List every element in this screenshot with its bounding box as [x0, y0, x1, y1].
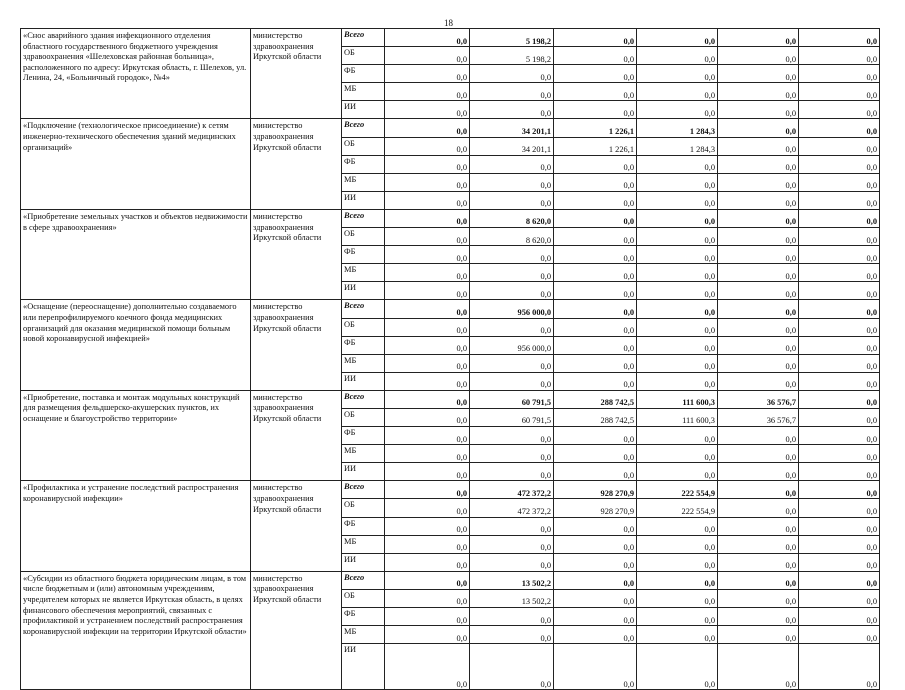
amount-cell: 0,0 — [637, 228, 718, 246]
responsible-executor-cell: министерство здравоохранения Иркутской области — [251, 390, 342, 480]
amount-cell: 0,0 — [554, 300, 637, 318]
amount-cell: 0,0 — [470, 101, 554, 119]
amount-cell: 0,0 — [637, 372, 718, 390]
funding-source-cell: ФБ — [342, 608, 385, 626]
amount-cell: 0,0 — [385, 571, 470, 589]
funding-source-cell: Всего — [342, 300, 385, 318]
amount-cell: 0,0 — [554, 191, 637, 209]
funding-source-cell: ФБ — [342, 155, 385, 173]
amount-cell: 0,0 — [554, 29, 637, 47]
budget-table — [20, 28, 880, 690]
table-row — [21, 29, 880, 47]
amount-cell: 0,0 — [799, 47, 880, 65]
amount-cell: 0,0 — [554, 517, 637, 535]
funding-source-cell: МБ — [342, 535, 385, 553]
amount-cell: 0,0 — [470, 463, 554, 481]
amount-cell: 0,0 — [385, 264, 470, 282]
responsible-executor-cell: министерство здравоохранения Иркутской области — [251, 119, 342, 209]
amount-cell: 0,0 — [799, 589, 880, 607]
funding-source-cell: Всего — [342, 481, 385, 499]
amount-cell: 13 502,2 — [470, 589, 554, 607]
amount-cell: 0,0 — [470, 173, 554, 191]
amount-cell: 0,0 — [799, 408, 880, 426]
funding-source-cell: Всего — [342, 390, 385, 408]
amount-cell: 0,0 — [799, 372, 880, 390]
amount-cell: 0,0 — [554, 427, 637, 445]
amount-cell: 0,0 — [554, 463, 637, 481]
amount-cell: 288 742,5 — [554, 408, 637, 426]
amount-cell: 0,0 — [718, 318, 799, 336]
event-name-cell: «Профилактика и устранение последствий распространения коронавирусной инфекции» — [21, 481, 251, 571]
amount-cell: 0,0 — [718, 137, 799, 155]
funding-source-cell: ФБ — [342, 246, 385, 264]
amount-cell: 0,0 — [554, 354, 637, 372]
amount-cell: 0,0 — [554, 155, 637, 173]
amount-cell: 0,0 — [718, 155, 799, 173]
amount-cell: 0,0 — [637, 445, 718, 463]
amount-cell: 0,0 — [637, 191, 718, 209]
amount-cell: 0,0 — [470, 372, 554, 390]
amount-cell: 0,0 — [799, 119, 880, 137]
amount-cell: 0,0 — [637, 65, 718, 83]
amount-cell: 0,0 — [470, 83, 554, 101]
event-name-cell: «Оснащение (переоснащение) дополнительно создаваемого или перепрофилируемого коечного фонда медицинских организаций для оказания медицинской помощи больным новой коронавирусной инфекцией» — [21, 300, 251, 390]
amount-cell: 0,0 — [718, 119, 799, 137]
amount-cell: 5 198,2 — [470, 29, 554, 47]
table-row — [21, 119, 880, 137]
amount-cell: 0,0 — [470, 354, 554, 372]
amount-cell: 0,0 — [637, 571, 718, 589]
funding-source-cell: ОБ — [342, 499, 385, 517]
amount-cell: 0,0 — [554, 65, 637, 83]
amount-cell: 222 554,9 — [637, 499, 718, 517]
amount-cell: 0,0 — [385, 517, 470, 535]
amount-cell: 0,0 — [554, 589, 637, 607]
table-row — [21, 571, 880, 589]
amount-cell: 0,0 — [799, 354, 880, 372]
amount-cell: 0,0 — [554, 626, 637, 644]
amount-cell: 0,0 — [799, 336, 880, 354]
amount-cell: 0,0 — [637, 626, 718, 644]
amount-cell: 288 742,5 — [554, 390, 637, 408]
amount-cell: 0,0 — [718, 300, 799, 318]
funding-source-cell: Всего — [342, 29, 385, 47]
responsible-executor-cell: министерство здравоохранения Иркутской области — [251, 29, 342, 119]
event-name-cell: «Приобретение, поставка и монтаж модульных конструкций для размещения фельдшерско-акушерских пунктов, их оснащение и благоустройство территории» — [21, 390, 251, 480]
amount-cell: 0,0 — [385, 209, 470, 227]
amount-cell: 0,0 — [470, 427, 554, 445]
amount-cell: 0,0 — [799, 463, 880, 481]
amount-cell: 60 791,5 — [470, 390, 554, 408]
funding-source-cell: ФБ — [342, 65, 385, 83]
responsible-executor-cell: министерство здравоохранения Иркутской области — [251, 300, 342, 390]
amount-cell: 0,0 — [385, 228, 470, 246]
amount-cell: 0,0 — [385, 626, 470, 644]
responsible-executor-cell: министерство здравоохранения Иркутской области — [251, 209, 342, 299]
amount-cell: 0,0 — [554, 644, 637, 690]
amount-cell: 0,0 — [799, 553, 880, 571]
amount-cell: 0,0 — [554, 535, 637, 553]
amount-cell: 0,0 — [637, 173, 718, 191]
amount-cell: 472 372,2 — [470, 499, 554, 517]
amount-cell: 0,0 — [718, 553, 799, 571]
funding-source-cell: ИИ — [342, 101, 385, 119]
amount-cell: 0,0 — [385, 589, 470, 607]
amount-cell: 0,0 — [718, 191, 799, 209]
funding-source-cell: МБ — [342, 354, 385, 372]
amount-cell: 0,0 — [385, 535, 470, 553]
amount-cell: 0,0 — [799, 644, 880, 690]
amount-cell: 0,0 — [718, 228, 799, 246]
amount-cell: 0,0 — [718, 499, 799, 517]
amount-cell: 0,0 — [799, 608, 880, 626]
amount-cell: 0,0 — [718, 626, 799, 644]
amount-cell: 0,0 — [718, 209, 799, 227]
amount-cell: 0,0 — [637, 336, 718, 354]
amount-cell: 0,0 — [637, 47, 718, 65]
amount-cell: 0,0 — [799, 300, 880, 318]
funding-source-cell: ИИ — [342, 553, 385, 571]
amount-cell: 0,0 — [637, 517, 718, 535]
amount-cell: 0,0 — [637, 209, 718, 227]
funding-source-cell: МБ — [342, 264, 385, 282]
amount-cell: 0,0 — [637, 463, 718, 481]
amount-cell: 0,0 — [385, 608, 470, 626]
amount-cell: 0,0 — [799, 173, 880, 191]
amount-cell: 0,0 — [637, 155, 718, 173]
amount-cell: 8 620,0 — [470, 228, 554, 246]
amount-cell: 956 000,0 — [470, 336, 554, 354]
amount-cell: 0,0 — [799, 626, 880, 644]
amount-cell: 0,0 — [637, 589, 718, 607]
amount-cell: 0,0 — [799, 282, 880, 300]
funding-source-cell: ИИ — [342, 191, 385, 209]
amount-cell: 0,0 — [470, 644, 554, 690]
funding-source-cell: ФБ — [342, 336, 385, 354]
amount-cell: 956 000,0 — [470, 300, 554, 318]
amount-cell: 34 201,1 — [470, 119, 554, 137]
amount-cell: 0,0 — [718, 65, 799, 83]
amount-cell: 0,0 — [385, 445, 470, 463]
amount-cell: 0,0 — [718, 463, 799, 481]
amount-cell: 0,0 — [718, 47, 799, 65]
funding-source-cell: МБ — [342, 83, 385, 101]
amount-cell: 0,0 — [470, 626, 554, 644]
amount-cell: 0,0 — [385, 408, 470, 426]
amount-cell: 0,0 — [718, 83, 799, 101]
amount-cell: 0,0 — [637, 553, 718, 571]
table-row — [21, 300, 880, 318]
amount-cell: 0,0 — [470, 155, 554, 173]
funding-source-cell: Всего — [342, 119, 385, 137]
amount-cell: 0,0 — [718, 29, 799, 47]
amount-cell: 928 270,9 — [554, 481, 637, 499]
amount-cell: 0,0 — [799, 318, 880, 336]
amount-cell: 0,0 — [799, 155, 880, 173]
amount-cell: 111 600,3 — [637, 408, 718, 426]
amount-cell: 0,0 — [718, 372, 799, 390]
amount-cell: 0,0 — [718, 101, 799, 119]
amount-cell: 0,0 — [799, 191, 880, 209]
amount-cell: 0,0 — [718, 282, 799, 300]
responsible-executor-cell: министерство здравоохранения Иркутской области — [251, 481, 342, 571]
amount-cell: 1 284,3 — [637, 137, 718, 155]
amount-cell: 0,0 — [385, 65, 470, 83]
amount-cell: 0,0 — [385, 101, 470, 119]
amount-cell: 0,0 — [554, 571, 637, 589]
amount-cell: 928 270,9 — [554, 499, 637, 517]
amount-cell: 0,0 — [470, 282, 554, 300]
amount-cell: 0,0 — [385, 137, 470, 155]
funding-source-cell: ОБ — [342, 137, 385, 155]
amount-cell: 0,0 — [385, 336, 470, 354]
amount-cell: 0,0 — [718, 354, 799, 372]
amount-cell: 0,0 — [637, 354, 718, 372]
amount-cell: 0,0 — [799, 571, 880, 589]
amount-cell: 0,0 — [637, 264, 718, 282]
amount-cell: 0,0 — [385, 119, 470, 137]
amount-cell: 60 791,5 — [470, 408, 554, 426]
funding-source-cell: МБ — [342, 173, 385, 191]
amount-cell: 0,0 — [470, 608, 554, 626]
amount-cell: 0,0 — [470, 553, 554, 571]
funding-source-cell: МБ — [342, 626, 385, 644]
page-number: 18 — [444, 18, 453, 28]
amount-cell: 1 284,3 — [637, 119, 718, 137]
amount-cell: 0,0 — [799, 499, 880, 517]
funding-source-cell: ОБ — [342, 228, 385, 246]
amount-cell: 0,0 — [470, 246, 554, 264]
amount-cell: 0,0 — [385, 481, 470, 499]
amount-cell: 0,0 — [799, 246, 880, 264]
amount-cell: 0,0 — [554, 282, 637, 300]
amount-cell: 0,0 — [385, 318, 470, 336]
amount-cell: 0,0 — [718, 589, 799, 607]
amount-cell: 0,0 — [554, 318, 637, 336]
amount-cell: 0,0 — [637, 246, 718, 264]
amount-cell: 0,0 — [385, 463, 470, 481]
amount-cell: 222 554,9 — [637, 481, 718, 499]
amount-cell: 0,0 — [385, 372, 470, 390]
amount-cell: 0,0 — [718, 427, 799, 445]
table-row — [21, 481, 880, 499]
amount-cell: 0,0 — [554, 209, 637, 227]
amount-cell: 0,0 — [554, 553, 637, 571]
budget-table-body — [21, 29, 880, 690]
amount-cell: 0,0 — [799, 228, 880, 246]
amount-cell: 0,0 — [637, 29, 718, 47]
amount-cell: 0,0 — [637, 101, 718, 119]
funding-source-cell: ИИ — [342, 372, 385, 390]
amount-cell: 0,0 — [554, 246, 637, 264]
amount-cell: 0,0 — [799, 83, 880, 101]
funding-source-cell: ИИ — [342, 282, 385, 300]
amount-cell: 0,0 — [799, 445, 880, 463]
amount-cell: 0,0 — [385, 644, 470, 690]
amount-cell: 0,0 — [470, 191, 554, 209]
funding-source-cell: ФБ — [342, 427, 385, 445]
amount-cell: 0,0 — [554, 372, 637, 390]
amount-cell: 0,0 — [470, 318, 554, 336]
amount-cell: 0,0 — [799, 427, 880, 445]
amount-cell: 0,0 — [554, 228, 637, 246]
amount-cell: 36 576,7 — [718, 408, 799, 426]
amount-cell: 0,0 — [799, 264, 880, 282]
responsible-executor-cell: министерство здравоохранения Иркутской области — [251, 571, 342, 689]
amount-cell: 0,0 — [385, 390, 470, 408]
amount-cell: 0,0 — [799, 101, 880, 119]
amount-cell: 0,0 — [385, 300, 470, 318]
table-row — [21, 390, 880, 408]
amount-cell: 0,0 — [470, 517, 554, 535]
amount-cell: 5 198,2 — [470, 47, 554, 65]
event-name-cell: «Приобретение земельных участков и объектов недвижимости в сфере здравоохранения» — [21, 209, 251, 299]
amount-cell: 0,0 — [718, 481, 799, 499]
amount-cell: 0,0 — [385, 354, 470, 372]
amount-cell: 0,0 — [470, 264, 554, 282]
funding-source-cell: ИИ — [342, 644, 385, 690]
amount-cell: 0,0 — [799, 481, 880, 499]
funding-source-cell: ОБ — [342, 589, 385, 607]
amount-cell: 0,0 — [799, 209, 880, 227]
amount-cell: 0,0 — [637, 608, 718, 626]
amount-cell: 0,0 — [554, 264, 637, 282]
table-row — [21, 209, 880, 227]
amount-cell: 0,0 — [554, 101, 637, 119]
amount-cell: 8 620,0 — [470, 209, 554, 227]
amount-cell: 0,0 — [799, 517, 880, 535]
amount-cell: 0,0 — [718, 644, 799, 690]
amount-cell: 0,0 — [718, 173, 799, 191]
amount-cell: 0,0 — [385, 282, 470, 300]
amount-cell: 1 226,1 — [554, 137, 637, 155]
amount-cell: 0,0 — [718, 535, 799, 553]
amount-cell: 0,0 — [799, 535, 880, 553]
funding-source-cell: МБ — [342, 445, 385, 463]
amount-cell: 0,0 — [554, 173, 637, 191]
amount-cell: 0,0 — [470, 65, 554, 83]
amount-cell: 0,0 — [718, 571, 799, 589]
amount-cell: 0,0 — [718, 608, 799, 626]
amount-cell: 111 600,3 — [637, 390, 718, 408]
amount-cell: 0,0 — [385, 47, 470, 65]
amount-cell: 0,0 — [637, 83, 718, 101]
amount-cell: 0,0 — [637, 300, 718, 318]
amount-cell: 0,0 — [799, 137, 880, 155]
funding-source-cell: ОБ — [342, 318, 385, 336]
amount-cell: 0,0 — [385, 29, 470, 47]
amount-cell: 0,0 — [718, 336, 799, 354]
amount-cell: 0,0 — [385, 246, 470, 264]
amount-cell: 0,0 — [385, 499, 470, 517]
event-name-cell: «Снос аварийного здания инфекционного отделения областного государственного бюджетного учреждения здравоохранения «Шелеховская районная больница», расположенного по адресу: Иркутская область, г. Шелехов, ул. Ленина, 24, «Больничный городок», №4» — [21, 29, 251, 119]
amount-cell: 0,0 — [385, 553, 470, 571]
funding-source-cell: Всего — [342, 209, 385, 227]
amount-cell: 0,0 — [385, 155, 470, 173]
amount-cell: 0,0 — [799, 29, 880, 47]
funding-source-cell: ОБ — [342, 408, 385, 426]
amount-cell: 0,0 — [799, 65, 880, 83]
event-name-cell: «Подключение (технологическое присоединение) к сетям инженерно-технического обеспечения зданий медицинских организаций» — [21, 119, 251, 209]
funding-source-cell: ИИ — [342, 463, 385, 481]
amount-cell: 0,0 — [718, 246, 799, 264]
amount-cell: 0,0 — [554, 47, 637, 65]
amount-cell: 0,0 — [385, 191, 470, 209]
amount-cell: 0,0 — [637, 282, 718, 300]
amount-cell: 0,0 — [385, 173, 470, 191]
amount-cell: 1 226,1 — [554, 119, 637, 137]
amount-cell: 0,0 — [637, 644, 718, 690]
amount-cell: 0,0 — [554, 608, 637, 626]
amount-cell: 0,0 — [470, 445, 554, 463]
amount-cell: 472 372,2 — [470, 481, 554, 499]
event-name-cell: «Субсидии из областного бюджета юридическим лицам, в том числе бюджетным и (или) автономным учреждениям, учредителем которых не является Иркутская область, в целях финансового обеспечения мероприятий, связанных с профилактикой и устранением последствий распространения коронавирусной инфекции на территории Иркутской области» — [21, 571, 251, 689]
amount-cell: 0,0 — [637, 427, 718, 445]
amount-cell: 13 502,2 — [470, 571, 554, 589]
amount-cell: 0,0 — [637, 318, 718, 336]
amount-cell: 0,0 — [554, 445, 637, 463]
funding-source-cell: Всего — [342, 571, 385, 589]
funding-source-cell: ФБ — [342, 517, 385, 535]
amount-cell: 0,0 — [637, 535, 718, 553]
funding-source-cell: ОБ — [342, 47, 385, 65]
amount-cell: 0,0 — [385, 83, 470, 101]
amount-cell: 0,0 — [554, 83, 637, 101]
amount-cell: 0,0 — [385, 427, 470, 445]
amount-cell: 0,0 — [718, 264, 799, 282]
amount-cell: 36 576,7 — [718, 390, 799, 408]
amount-cell: 0,0 — [718, 517, 799, 535]
amount-cell: 0,0 — [718, 445, 799, 463]
amount-cell: 0,0 — [470, 535, 554, 553]
amount-cell: 34 201,1 — [470, 137, 554, 155]
amount-cell: 0,0 — [554, 336, 637, 354]
amount-cell: 0,0 — [799, 390, 880, 408]
